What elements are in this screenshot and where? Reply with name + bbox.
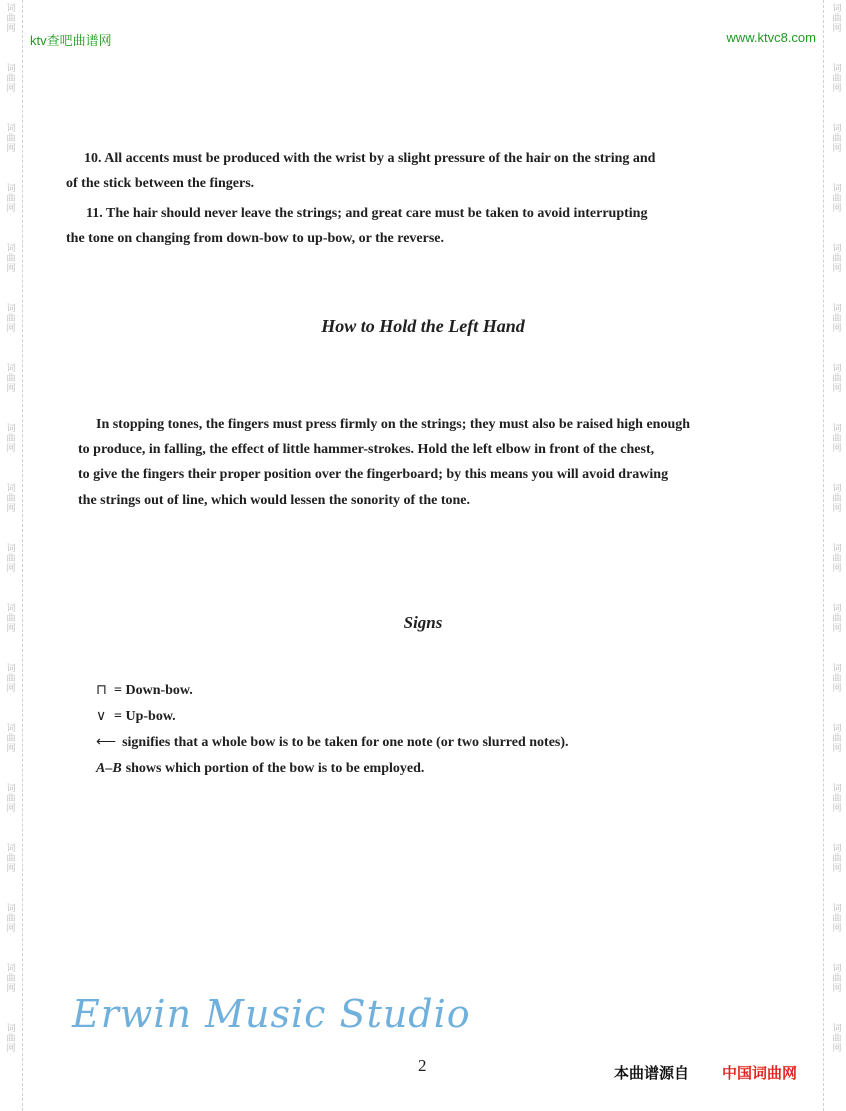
watermark-mark: 词 曲 网 bbox=[832, 244, 842, 274]
sign-description: signifies that a whole bow is to be taken for one note (or two slurred notes). bbox=[122, 735, 569, 750]
watermark-mark: 词 曲 网 bbox=[6, 364, 16, 394]
page-number: 2 bbox=[418, 1056, 427, 1075]
left-hand-line-3: to give the fingers their proper position over the fingerboard; by this means you will avoid drawing bbox=[78, 467, 669, 482]
paragraph-10-line-2: of the stick between the fingers. bbox=[66, 176, 255, 191]
signs-heading: Signs bbox=[403, 613, 443, 632]
watermark-mark: 词 曲 网 bbox=[6, 304, 16, 334]
watermark-mark: 词 曲 网 bbox=[6, 64, 16, 94]
sign-description: shows which portion of the bow is to be employed. bbox=[125, 761, 425, 776]
left-hand-line-4: the strings out of line, which would lessen the sonority of the tone. bbox=[78, 493, 471, 508]
watermark-mark: 词 曲 网 bbox=[6, 664, 16, 694]
watermark-mark: 词 曲 网 bbox=[6, 4, 16, 34]
watermark-mark: 词 曲 网 bbox=[832, 484, 842, 514]
paragraph-11-line-1: 11. The hair should never leave the strings; and great care must be taken to avoid interrupting bbox=[86, 206, 648, 221]
watermark-mark: 词 曲 网 bbox=[832, 304, 842, 334]
left-hand-heading: How to Hold the Left Hand bbox=[321, 316, 525, 336]
watermark-mark: 词 曲 网 bbox=[832, 964, 842, 994]
watermark-mark: 词 曲 网 bbox=[832, 184, 842, 214]
header-site-name[interactable]: ktv查吧曲谱网 bbox=[30, 33, 112, 48]
watermark-mark: 词 曲 网 bbox=[6, 244, 16, 274]
paragraph-10-line-1: 10. All accents must be produced with the wrist by a slight pressure of the hair on the string and bbox=[84, 151, 656, 166]
up-bow-icon: ∨ bbox=[96, 709, 107, 724]
footer-source-label: 本曲谱源自 bbox=[614, 1064, 690, 1082]
watermark-mark: 词 曲 网 bbox=[6, 844, 16, 874]
header-site-url[interactable]: www.ktvc8.com bbox=[726, 30, 816, 45]
watermark-mark: 词 曲 网 bbox=[6, 604, 16, 634]
left-hand-line-2: to produce, in falling, the effect of little hammer-strokes. Hold the left elbow in front of the chest, bbox=[78, 442, 655, 457]
watermark-mark: 词 曲 网 bbox=[6, 484, 16, 514]
sign-description: = Up-bow. bbox=[114, 709, 176, 724]
sign-whole-bow bbox=[96, 730, 569, 756]
watermark-mark: 词 曲 网 bbox=[832, 364, 842, 394]
watermark-mark: 词 曲 网 bbox=[832, 4, 842, 34]
watermark-mark: 词 曲 网 bbox=[832, 124, 842, 154]
down-bow-icon: ⊓ bbox=[96, 683, 107, 698]
watermark-mark: 词 曲 网 bbox=[6, 724, 16, 754]
watermark-mark: 词 曲 网 bbox=[6, 784, 16, 814]
watermark-mark: 词 曲 网 bbox=[832, 844, 842, 874]
watermark-mark: 词 曲 网 bbox=[832, 664, 842, 694]
watermark-mark: 词 曲 网 bbox=[832, 904, 842, 934]
watermark-mark: 词 曲 网 bbox=[6, 424, 16, 454]
watermark-mark: 词 曲 网 bbox=[6, 544, 16, 574]
sign-description: = Down-bow. bbox=[114, 683, 193, 698]
watermark-mark: 词 曲 网 bbox=[832, 424, 842, 454]
watermark-mark: 词 曲 网 bbox=[6, 124, 16, 154]
paragraph-11-line-2: the tone on changing from down-bow to up-bow, or the reverse. bbox=[66, 231, 445, 246]
watermark-mark: 词 曲 网 bbox=[832, 1024, 842, 1054]
watermark-mark: 词 曲 网 bbox=[6, 964, 16, 994]
sign-bow-portion bbox=[96, 756, 569, 782]
watermark-mark: 词 曲 网 bbox=[832, 64, 842, 94]
watermark-mark: 词 曲 网 bbox=[6, 184, 16, 214]
watermark-mark: 词 曲 网 bbox=[832, 784, 842, 814]
watermark-mark: 词 曲 网 bbox=[6, 904, 16, 934]
watermark-mark: 词 曲 网 bbox=[832, 724, 842, 754]
footer-source-site[interactable]: 中国词曲网 bbox=[722, 1064, 798, 1082]
sign-up-bow bbox=[96, 704, 569, 730]
left-hand-line-1: In stopping tones, the fingers must press firmly on the strings; they must also be raised high enough bbox=[96, 417, 691, 432]
long-arrow-left-icon: ⟵ bbox=[96, 735, 117, 750]
watermark-mark: 词 曲 网 bbox=[832, 604, 842, 634]
bow-portion-symbol: A–B bbox=[96, 761, 122, 776]
sign-down-bow bbox=[96, 678, 569, 704]
signs-list bbox=[96, 678, 569, 782]
studio-logo: Erwin Music Studio bbox=[72, 992, 471, 1036]
left-watermark-gutter bbox=[0, 0, 23, 1111]
watermark-mark: 词 曲 网 bbox=[832, 544, 842, 574]
right-watermark-gutter bbox=[823, 0, 846, 1111]
watermark-mark: 词 曲 网 bbox=[6, 1024, 16, 1054]
